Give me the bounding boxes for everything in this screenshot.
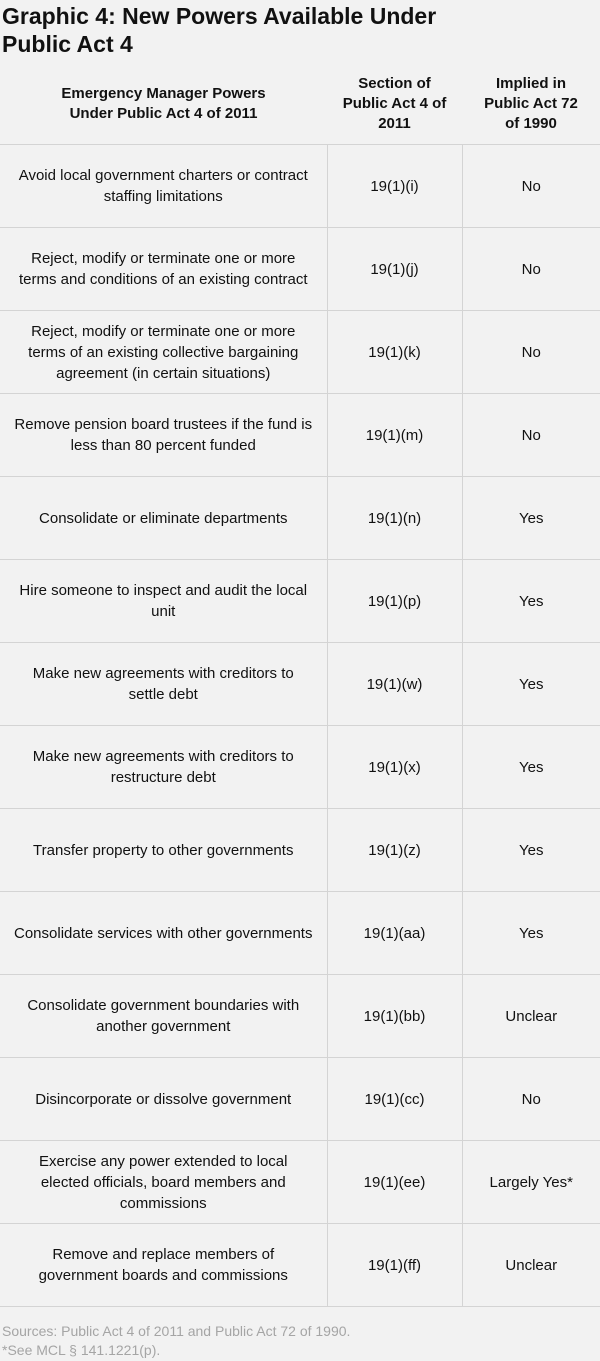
header-section: Section of Public Act 4 of 2011: [342, 75, 447, 132]
power-cell: Transfer property to other governments: [0, 809, 327, 892]
implied-cell: Yes: [462, 477, 600, 560]
section-cell: 19(1)(k): [327, 311, 462, 394]
power-cell: Make new agreements with creditors to settle debt: [0, 643, 327, 726]
section-cell: 19(1)(x): [327, 726, 462, 809]
section-cell: 19(1)(j): [327, 228, 462, 311]
power-cell: Disincorporate or dissolve government: [0, 1058, 327, 1141]
implied-cell: Unclear: [462, 1224, 600, 1307]
implied-cell: No: [462, 145, 600, 228]
implied-cell: No: [462, 394, 600, 477]
implied-cell: No: [462, 228, 600, 311]
table-row: [0, 1058, 600, 1141]
table-row: [0, 975, 600, 1058]
graphic-title-line-1: Graphic 4: New Powers Available Under: [2, 3, 437, 29]
table-row: [0, 145, 600, 228]
table-row: [0, 560, 600, 643]
powers-table: [0, 64, 600, 1307]
graphic-title: [2, 2, 562, 58]
table-row: [0, 643, 600, 726]
implied-cell: No: [462, 311, 600, 394]
table-row: [0, 477, 600, 560]
implied-cell: Yes: [462, 726, 600, 809]
section-cell: 19(1)(bb): [327, 975, 462, 1058]
power-cell: Hire someone to inspect and audit the local unit: [0, 560, 327, 643]
power-cell: Remove pension board trustees if the fund is less than 80 percent funded: [0, 394, 327, 477]
section-cell: 19(1)(ff): [327, 1224, 462, 1307]
table-row: [0, 726, 600, 809]
implied-cell: Yes: [462, 892, 600, 975]
graphic-title-line-2: Public Act 4: [2, 31, 133, 57]
section-cell: 19(1)(cc): [327, 1058, 462, 1141]
sources-note: [2, 1322, 350, 1360]
table-row: [0, 394, 600, 477]
power-cell: Reject, modify or terminate one or more terms and conditions of an existing contract: [0, 228, 327, 311]
power-cell: Remove and replace members of government boards and commissions: [0, 1224, 327, 1307]
table-row: [0, 809, 600, 892]
power-cell: Avoid local government charters or contract staffing limitations: [0, 145, 327, 228]
section-cell: 19(1)(aa): [327, 892, 462, 975]
section-cell: 19(1)(p): [327, 560, 462, 643]
section-cell: 19(1)(i): [327, 145, 462, 228]
power-cell: Exercise any power extended to local elected officials, board members and commissions: [0, 1141, 327, 1224]
table-row: [0, 892, 600, 975]
power-cell: Make new agreements with creditors to restructure debt: [0, 726, 327, 809]
section-cell: 19(1)(m): [327, 394, 462, 477]
implied-cell: Unclear: [462, 975, 600, 1058]
implied-cell: Largely Yes*: [462, 1141, 600, 1224]
implied-cell: Yes: [462, 560, 600, 643]
power-cell: Consolidate services with other governments: [0, 892, 327, 975]
header-row: [0, 64, 600, 145]
implied-cell: No: [462, 1058, 600, 1141]
implied-cell: Yes: [462, 809, 600, 892]
powers-table-header: [0, 64, 600, 145]
section-cell: 19(1)(ee): [327, 1141, 462, 1224]
table-row: [0, 1141, 600, 1224]
power-cell: Consolidate government boundaries with another government: [0, 975, 327, 1058]
header-power: Emergency Manager Powers Under Public Act 4 of 2011: [61, 85, 266, 122]
sources-line: Sources: Public Act 4 of 2011 and Public Act 72 of 1990.: [2, 1323, 351, 1339]
table-row: [0, 1224, 600, 1307]
power-cell: Reject, modify or terminate one or more terms of an existing collective bargaining agreement (in certain situations): [0, 311, 327, 394]
footnote-line: *See MCL § 141.1221(p).: [2, 1342, 161, 1358]
section-cell: 19(1)(w): [327, 643, 462, 726]
table-row: [0, 228, 600, 311]
power-cell: Consolidate or eliminate departments: [0, 477, 327, 560]
powers-table-body: [0, 145, 600, 1307]
header-implied: Implied in Public Act 72 of 1990: [484, 75, 578, 132]
section-cell: 19(1)(n): [327, 477, 462, 560]
implied-cell: Yes: [462, 643, 600, 726]
section-cell: 19(1)(z): [327, 809, 462, 892]
table-row: [0, 311, 600, 394]
